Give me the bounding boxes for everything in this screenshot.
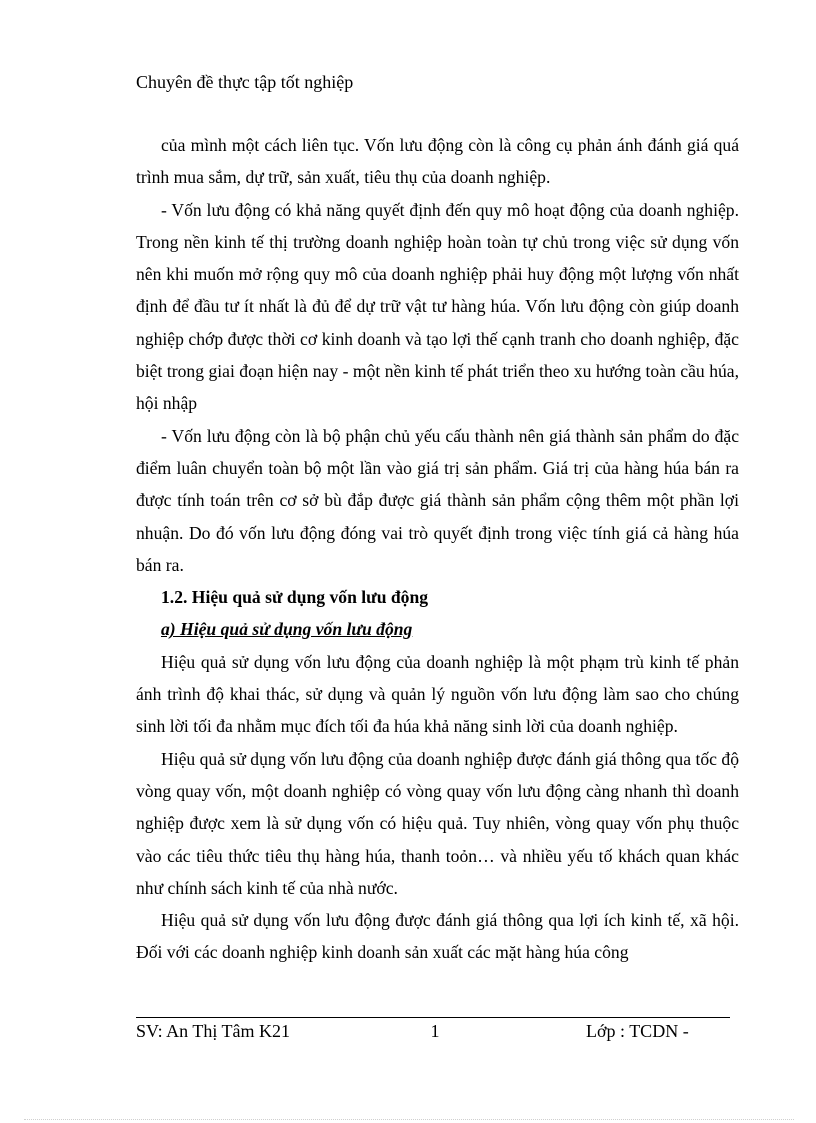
paragraph: Hiệu quả sử dụng vốn lưu động của doanh nghiệp là một phạm trù kinh tế phản ánh trình độ khai thác, sử dụng và quản lý nguồn vốn lưu động làm sao cho chúng sinh lời tối đa nhằm mục đích tối đa húa khả năng sinh lời của doanh nghiệp. (136, 651, 739, 737)
section-heading: 1.2. Hiệu quả sử dụng vốn lưu động (161, 587, 429, 608)
page-number: 1 (430, 1021, 440, 1041)
paragraph: - Vốn lưu động có khả năng quyết định đến quy mô hoạt động của doanh nghiệp. Trong nền kinh tế thị trường doanh nghiệp hoàn toàn tự chủ trong việc sử dụng vốn nên khi muốn mở rộng quy mô của doanh nghiệp phải huy động một lượng vốn nhất định để đầu tư ít nhất là đủ để dự trữ vật tư hàng húa. Vốn lưu động còn giúp doanh nghiệp chớp được thời cơ kinh doanh và tạo lợi thế cạnh tranh cho doanh nghiệp, đặc biệt trong giai đoạn hiện nay - một nền kinh tế phát triển theo xu hướng toàn cầu húa, hội nhập (136, 199, 739, 414)
subsection-heading: a) Hiệu quả sử dụng vốn lưu động (161, 619, 413, 640)
footer-student: SV: An Thị Tâm K21 (136, 1021, 291, 1041)
page-header: Chuyên đề thực tập tốt nghiệp (136, 72, 354, 92)
paragraph: Hiệu quả sử dụng vốn lưu động được đánh giá thông qua lợi ích kinh tế, xã hội. Đối với các doanh nghiệp kinh doanh sản xuất các mặt hàng húa công (136, 910, 739, 963)
paragraph: Hiệu quả sử dụng vốn lưu động của doanh nghiệp được đánh giá thông qua tốc độ vòng quay vốn, một doanh nghiệp có vòng quay vốn lưu động càng nhanh thì doanh nghiệp được xem là sử dụng vốn có hiệu quả. Tuy nhiên, vòng quay vốn phụ thuộc vào các tiêu thức tiêu thụ hàng húa, thanh toỏn… và nhiều yếu tố khách quan khác như chính sách kinh tế của nhà nước. (136, 748, 739, 898)
paragraph: - Vốn lưu động còn là bộ phận chủ yếu cấu thành nên giá thành sản phẩm do đặc điểm luân chuyển toàn bộ một lần vào giá trị sản phẩm. Giá trị của hàng húa bán ra được tính toán trên cơ sở bù đắp được giá thành sản phẩm cộng thêm một phần lợi nhuận. Do đó vốn lưu động đóng vai trò quyết định trong việc tính giá cả hàng húa bán ra. (136, 425, 739, 575)
paragraph: của mình một cách liên tục. Vốn lưu động còn là công cụ phản ánh đánh giá quá trình mua sắm, dự trữ, sản xuất, tiêu thụ của doanh nghiệp. (136, 135, 739, 188)
document-body (136, 129, 739, 969)
page-edge-divider (24, 1119, 794, 1120)
footer-divider (136, 1017, 730, 1018)
footer-class: Lớp : TCDN - (586, 1021, 689, 1041)
